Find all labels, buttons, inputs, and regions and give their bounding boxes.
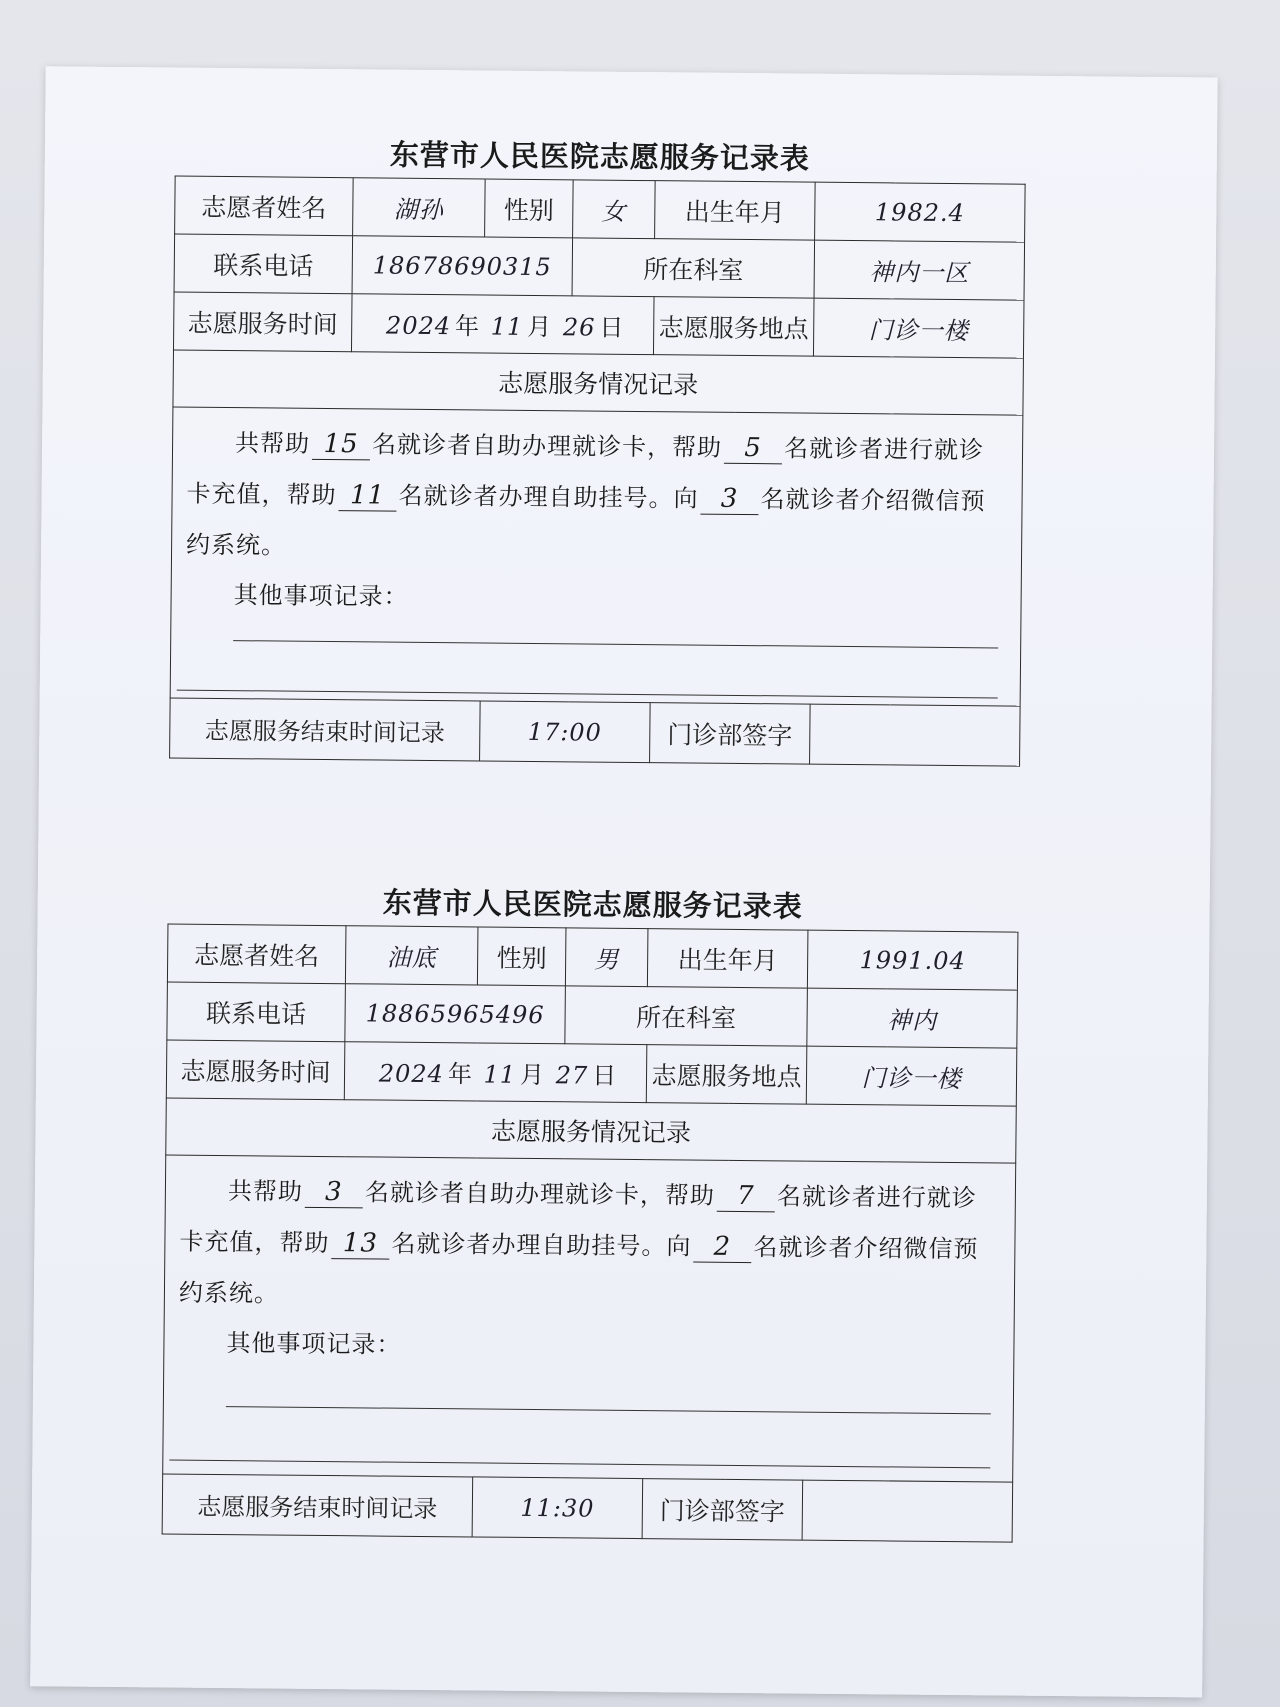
service-place-label: 志愿服务地点 (646, 1045, 807, 1105)
other-notes-label: 其他事项记录： (233, 581, 409, 611)
notes-line[interactable] (233, 640, 998, 648)
form-title: 东营市人民医院志愿服务记录表 (382, 885, 803, 924)
other-notes-label: 其他事项记录： (226, 1329, 402, 1359)
situation-header: 志愿服务情况记录 (173, 350, 1024, 415)
phone-value[interactable]: 18678690315 (352, 236, 573, 296)
dept-label: 所在科室 (565, 986, 808, 1046)
dept-value[interactable]: 神内一区 (814, 240, 1025, 300)
situation-header: 志愿服务情况记录 (166, 1098, 1017, 1163)
record-form-1 (169, 130, 1025, 767)
end-time-label: 志愿服务结束时间记录 (170, 698, 481, 761)
gender-value[interactable]: 男 (565, 928, 648, 987)
month-unit: 月 (527, 312, 552, 342)
service-place-label: 志愿服务地点 (653, 297, 814, 357)
service-time-label: 志愿服务时间 (166, 1040, 345, 1100)
name-value[interactable]: 油底 (345, 926, 478, 985)
notes-line[interactable] (169, 1460, 990, 1469)
year-value: 2024 (385, 311, 452, 341)
register-count[interactable]: 13 (331, 1228, 389, 1260)
record-table (162, 923, 1019, 1542)
wechat-count[interactable]: 3 (700, 484, 758, 516)
signature-value[interactable] (810, 704, 1021, 766)
notes-line[interactable] (177, 690, 998, 699)
situation-text: 共帮助 3 名就诊者自助办理就诊卡，帮助 7 名就诊者进行就诊卡充值，帮助 13 名就诊者办理自助挂号。向 2 名就诊者介绍微信预约系统。 (178, 1177, 979, 1308)
situation-body (170, 407, 1023, 706)
gender-value[interactable]: 女 (573, 180, 656, 239)
dept-value[interactable]: 神内 (807, 988, 1018, 1048)
birth-label: 出生年月 (647, 929, 808, 989)
day-value: 26 (562, 313, 596, 342)
phone-value[interactable]: 18865965496 (345, 984, 566, 1044)
end-time-value[interactable]: 17:00 (480, 701, 651, 763)
birth-value[interactable]: 1991.04 (807, 930, 1018, 990)
name-value[interactable]: 湖孙 (353, 178, 486, 237)
record-form-2 (162, 877, 1018, 1542)
phone-label: 联系电话 (174, 234, 353, 294)
day-unit: 日 (599, 313, 624, 342)
situation-text: 共帮助 15 名就诊者自助办理就诊卡，帮助 5 名就诊者进行就诊卡充值，帮助 11 名就诊者办理自助挂号。向 3 名就诊者介绍微信预约系统。 (185, 428, 986, 560)
dept-label: 所在科室 (572, 238, 815, 298)
notes-line[interactable] (226, 1406, 991, 1414)
service-time-label: 志愿服务时间 (173, 292, 352, 352)
record-table (169, 176, 1026, 767)
month-value: 11 (483, 1060, 517, 1089)
paper-sheet (30, 66, 1217, 1697)
form-title: 东营市人民医院志愿服务记录表 (389, 137, 811, 176)
signature-label: 门诊部签字 (650, 703, 811, 765)
name-label: 志愿者姓名 (167, 924, 346, 984)
register-count[interactable]: 11 (338, 480, 396, 512)
month-value: 11 (490, 312, 524, 341)
month-unit: 月 (519, 1060, 545, 1090)
signature-label: 门诊部签字 (642, 1479, 803, 1541)
gender-label: 性别 (477, 927, 566, 986)
year-unit: 年 (454, 312, 480, 341)
service-time-value[interactable] (351, 294, 654, 355)
card-count[interactable]: 3 (305, 1177, 363, 1209)
end-time-value[interactable]: 11:30 (472, 1477, 643, 1539)
phone-label: 联系电话 (167, 982, 346, 1042)
end-time-label: 志愿服务结束时间记录 (162, 1474, 473, 1537)
year-value: 2024 (378, 1059, 445, 1089)
birth-value[interactable]: 1982.4 (815, 182, 1026, 242)
gender-label: 性别 (485, 179, 574, 238)
name-label: 志愿者姓名 (175, 176, 354, 236)
recharge-count[interactable]: 7 (717, 1181, 775, 1213)
signature-value[interactable] (802, 1480, 1013, 1542)
service-place-value[interactable]: 门诊一楼 (813, 298, 1024, 358)
birth-label: 出生年月 (655, 181, 816, 241)
situation-body (163, 1155, 1016, 1482)
day-value: 27 (555, 1061, 589, 1090)
year-unit: 年 (447, 1060, 473, 1089)
service-place-value[interactable]: 门诊一楼 (806, 1046, 1017, 1106)
service-time-value[interactable] (344, 1042, 647, 1103)
recharge-count[interactable]: 5 (724, 433, 782, 465)
wechat-count[interactable]: 2 (693, 1232, 751, 1264)
day-unit: 日 (592, 1061, 617, 1090)
card-count[interactable]: 15 (312, 429, 370, 461)
